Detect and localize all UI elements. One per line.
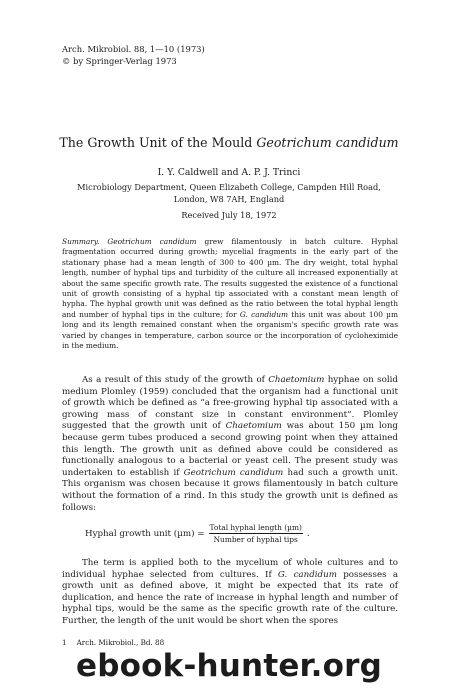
p2-text-b: possesses a growth unit as defined above, it might be expected that its rate of duplication, and hence the rate of increase in hyphal length and number of hyphal tips, would be the same as the specific growth rate of the culture. Further, the length of the unit would be short when the spores bbox=[62, 569, 399, 626]
p2-text-a: The term is applied both to the mycelium of whole cultures and to individual hyphae selected from cultures. If bbox=[62, 558, 398, 580]
watermark-text: ebook-hunter.org bbox=[76, 648, 382, 684]
p1-text-a: As a result of this study of the growth of bbox=[82, 375, 269, 385]
p1-organism: Geotrichum candidum bbox=[183, 467, 284, 478]
formula-fraction bbox=[209, 523, 303, 544]
body-paragraph-2 bbox=[62, 558, 398, 628]
authors: I. Y. Caldwell and A. P. J. Trinci bbox=[157, 167, 301, 178]
affiliation-line-1: Microbiology Department, Queen Elizabeth College, Campden Hill Road, bbox=[77, 182, 381, 192]
running-footer: Arch. Mikrobiol., Bd. 88 bbox=[76, 638, 165, 647]
p2-organism: G. candidum bbox=[277, 569, 337, 580]
journal-citation: Arch. Mikrobiol. 88, 1—10 (1973) bbox=[62, 44, 205, 54]
page-number: 1 bbox=[62, 638, 67, 647]
received-date: Received July 18, 1972 bbox=[181, 210, 277, 220]
p1-genus: Chaetomium bbox=[268, 375, 325, 385]
formula-left: Hyphal growth unit (µm) = bbox=[85, 528, 205, 539]
affiliation bbox=[0, 181, 458, 205]
p1-text-d: had such a growth unit. This organism was chosen because it grows filamentously in batch culture without the formation of a rind. In this study the growth unit is defined as follows: bbox=[62, 467, 398, 513]
formula-denominator: Number of hyphal tips bbox=[213, 535, 298, 544]
affiliation-line-2: London, W8 7AH, England bbox=[173, 194, 285, 204]
summary-label: Summary. bbox=[62, 237, 100, 246]
formula-numerator: Total hyphal length (µm) bbox=[209, 523, 302, 532]
body-paragraph-1 bbox=[62, 375, 398, 514]
growth-unit-formula bbox=[85, 523, 310, 544]
title-organism: Geotrichum candidum bbox=[256, 135, 399, 150]
copyright-line: © by Springer-Verlag 1973 bbox=[62, 56, 177, 66]
p1-text-c: was about 150 µm long because germ tubes produced a second growing point when they attained this length. The growth unit as defined above could be considered as functionally analogous to a bacterial or yeast cell. The present study was undertaken to establish if bbox=[62, 421, 398, 478]
title-plain: The Growth Unit of the Mould bbox=[59, 135, 257, 150]
article-title bbox=[0, 135, 458, 150]
summary-text-1: grew filamentously in batch culture. Hyphal fragmentation occurred during growth; mycelial fragments in the early part of the stationary phase had a mean length of 300 to 400 µm. The dry weight, total hyphal length, number of hyphal tips and turbidity of the culture all increased exponentially at about the same specific growth rate. The results suggested the existence of a functional unit of growth consisting of a hyphal tip associated with a constant mean length of hypha. The hyphal growth unit was defined as the ratio between the total hyphal length and number of hyphal tips in the culture; for bbox=[62, 237, 398, 319]
summary-text-2: this unit was about 100 µm long and its length remained constant when the organism's specific growth rate was varied by changes in temperature, carbon source or the incorporation of cycloheximide in the medium. bbox=[62, 309, 398, 351]
formula-period: . bbox=[306, 528, 310, 539]
summary-organism: Geotrichum candidum bbox=[107, 237, 197, 246]
p1-genus-2: Chaetomium bbox=[225, 421, 282, 432]
p1-text-b: hyphae on solid medium Plomley (1959) concluded that the organism had a functional unit of growth which be defined as “a free-growing hyphal tip associated with a growing mass of constant size in constant environment”. Plomley suggested that the growth unit of bbox=[62, 375, 398, 432]
summary-organism-abbr: G. candidum bbox=[239, 309, 288, 319]
page-footer bbox=[62, 638, 164, 647]
summary-abstract bbox=[62, 237, 398, 351]
